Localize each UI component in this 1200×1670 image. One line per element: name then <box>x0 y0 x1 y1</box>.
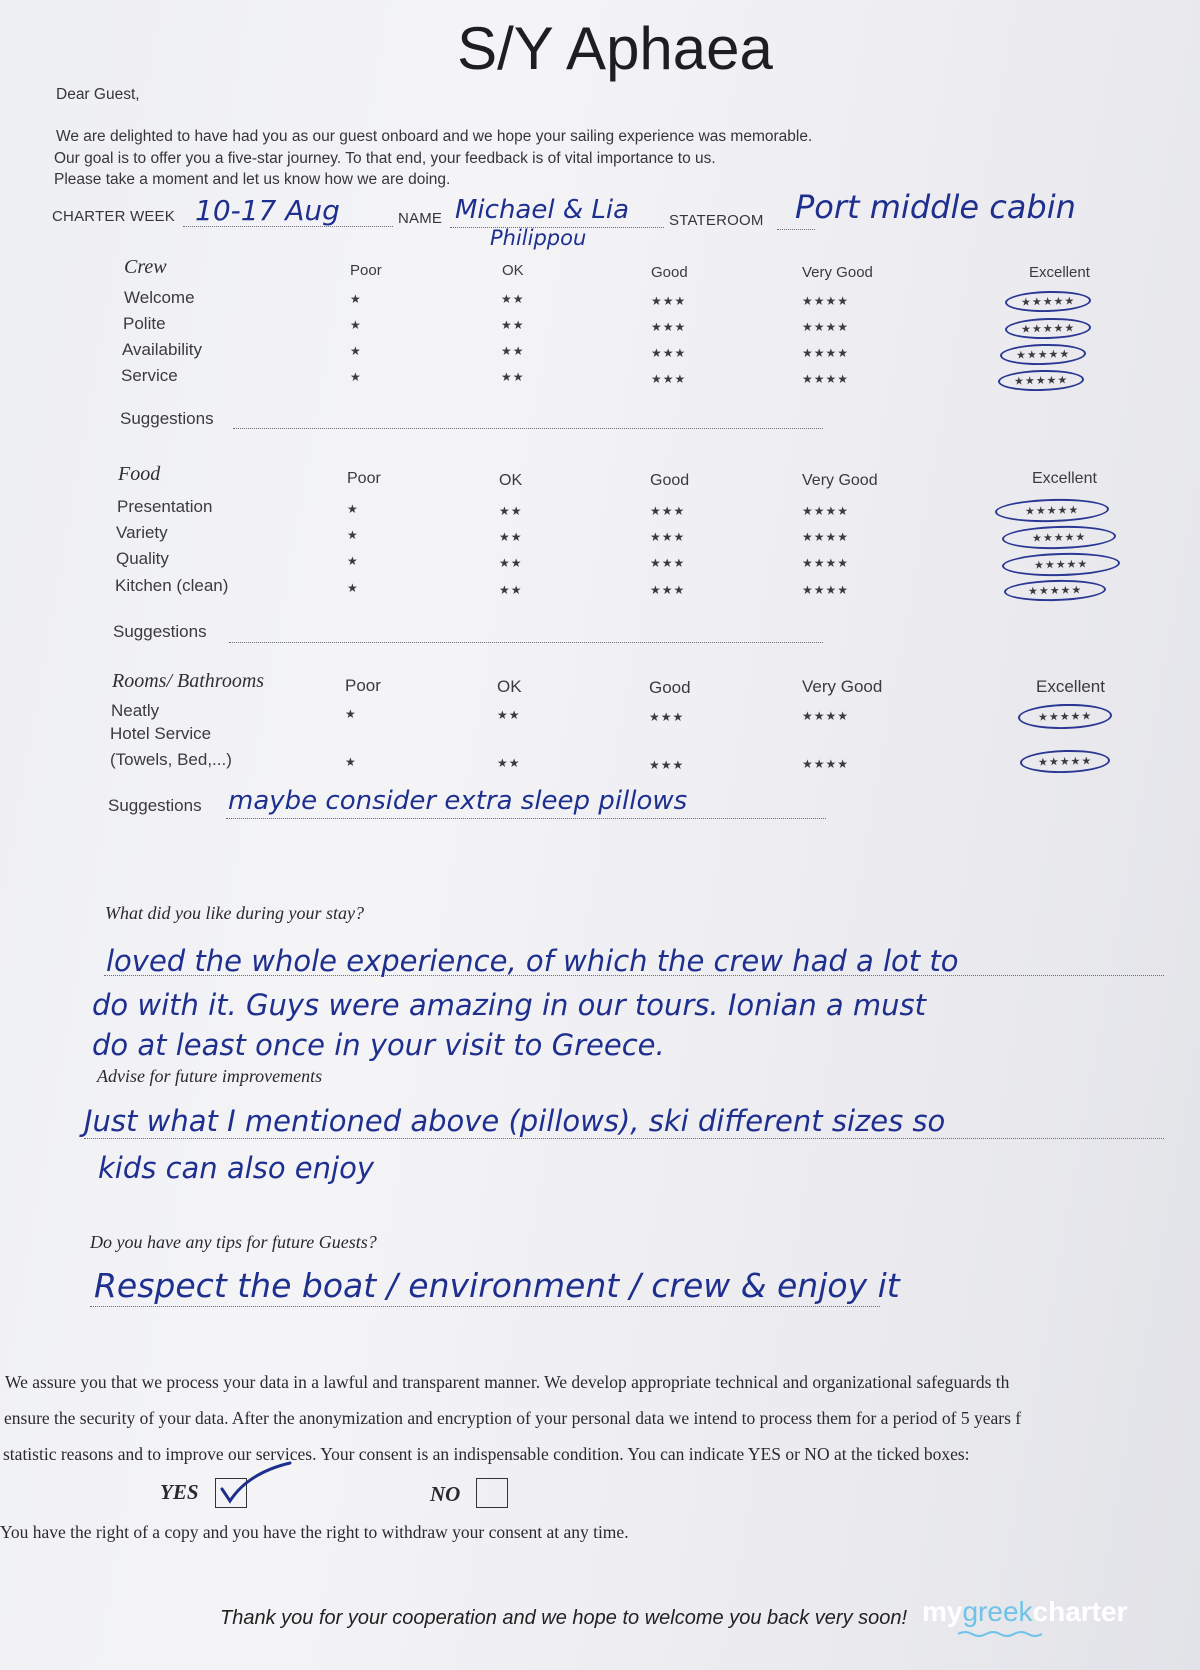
crew-col-good: Good <box>651 264 688 281</box>
food-presentation-ok[interactable]: ★★ <box>499 504 523 518</box>
crew-row-welcome: Welcome <box>124 288 195 307</box>
crew-service-ok[interactable]: ★★ <box>501 370 525 384</box>
food-presentation-very-good[interactable]: ★★★★ <box>802 504 850 518</box>
charter-week-label: CHARTER WEEK <box>52 208 175 225</box>
food-presentation-poor[interactable]: ★ <box>347 502 359 516</box>
food-variety-excellent-circled[interactable]: ★★★★★ <box>1002 525 1117 551</box>
tips-question: Do you have any tips for future Guests? <box>90 1232 377 1252</box>
food-suggestions-label: Suggestions <box>113 622 207 641</box>
liked-question: What did you like during your stay? <box>105 903 364 923</box>
crew-suggestions-line[interactable] <box>233 428 823 429</box>
form-title: S/Y Aphaea <box>457 15 773 82</box>
crew-availability-excellent-circled[interactable]: ★★★★★ <box>1000 343 1087 366</box>
logo-part-greek: greek <box>962 1596 1033 1627</box>
crew-availability-poor[interactable]: ★ <box>350 344 362 358</box>
crew-row-service: Service <box>121 366 178 385</box>
crew-service-good[interactable]: ★★★ <box>651 372 687 386</box>
food-section-title: Food <box>118 463 161 485</box>
rooms-neatly-very-good[interactable]: ★★★★ <box>802 709 850 723</box>
rooms-col-poor: Poor <box>345 676 381 695</box>
food-quality-very-good[interactable]: ★★★★ <box>802 556 850 570</box>
name-value[interactable]: Michael & Lia <box>455 195 630 225</box>
food-col-excellent: Excellent <box>1032 470 1097 487</box>
rooms-neatly-good[interactable]: ★★★ <box>649 710 685 724</box>
crew-col-poor: Poor <box>350 262 382 279</box>
crew-polite-very-good[interactable]: ★★★★ <box>802 320 850 334</box>
rooms-row-hotel-service: Hotel Service <box>110 724 212 743</box>
food-quality-good[interactable]: ★★★ <box>650 556 686 570</box>
crew-welcome-poor[interactable]: ★ <box>350 292 362 306</box>
crew-col-ok: OK <box>502 262 524 279</box>
crew-col-excellent: Excellent <box>1029 264 1090 281</box>
rooms-hotel-poor[interactable]: ★ <box>345 755 357 769</box>
consent-rights: You have the right of a copy and you have the right to withdraw your consent at any time. <box>0 1522 629 1542</box>
food-quality-poor[interactable]: ★ <box>347 554 359 568</box>
advise-answer-line-2[interactable]: kids can also enjoy <box>98 1151 374 1185</box>
yes-checkbox[interactable] <box>215 1478 247 1508</box>
crew-row-availability: Availability <box>122 340 203 359</box>
closing-thanks: Thank you for your cooperation and we hope to welcome you back very soon! <box>220 1607 908 1629</box>
food-variety-poor[interactable]: ★ <box>347 528 359 542</box>
crew-row-polite: Polite <box>123 314 166 333</box>
food-row-quality: Quality <box>116 549 169 568</box>
logo-wave-icon <box>958 1630 1048 1638</box>
logo-part-charter: charter <box>1032 1596 1128 1627</box>
name-label: NAME <box>398 210 443 227</box>
crew-availability-good[interactable]: ★★★ <box>651 346 687 360</box>
advise-answer-line <box>84 1138 1164 1139</box>
rooms-row-hotel-service-detail: (Towels, Bed,...) <box>110 750 232 769</box>
stateroom-line <box>777 229 815 230</box>
rooms-hotel-good[interactable]: ★★★ <box>649 758 685 772</box>
rooms-suggestions-line[interactable] <box>226 818 826 819</box>
food-variety-ok[interactable]: ★★ <box>499 530 523 544</box>
crew-polite-ok[interactable]: ★★ <box>501 318 525 332</box>
rooms-neatly-excellent-circled[interactable]: ★★★★★ <box>1018 703 1113 730</box>
food-variety-good[interactable]: ★★★ <box>650 530 686 544</box>
intro-line-1: We are delighted to have had you as our guest onboard and we hope your sailing experience was memorable. <box>56 128 813 145</box>
food-col-ok: OK <box>499 472 523 489</box>
stateroom-label: STATEROOM <box>669 212 764 229</box>
food-col-very-good: Very Good <box>802 472 878 489</box>
checkmark-icon <box>218 1461 298 1511</box>
rooms-hotel-excellent-circled[interactable]: ★★★★★ <box>1020 749 1111 774</box>
rooms-hotel-ok[interactable]: ★★ <box>497 756 521 770</box>
tips-answer-line <box>90 1306 880 1307</box>
mygreekcharter-watermark-logo <box>922 1596 1127 1628</box>
food-row-presentation: Presentation <box>117 497 213 516</box>
food-suggestions-line[interactable] <box>229 642 823 643</box>
yes-label: YES <box>160 1480 199 1504</box>
no-checkbox[interactable] <box>476 1478 508 1508</box>
crew-polite-good[interactable]: ★★★ <box>651 320 687 334</box>
rooms-col-excellent: Excellent <box>1036 677 1105 696</box>
crew-section-title: Crew <box>124 256 167 278</box>
stateroom-value[interactable]: Port middle cabin <box>795 188 1076 226</box>
rooms-col-good: Good <box>649 678 691 697</box>
intro-line-3: Please take a moment and let us know how we are doing. <box>54 171 451 188</box>
crew-service-excellent-circled[interactable]: ★★★★★ <box>998 369 1085 392</box>
food-kitchen-poor[interactable]: ★ <box>347 581 359 595</box>
food-kitchen-good[interactable]: ★★★ <box>650 583 686 597</box>
crew-welcome-very-good[interactable]: ★★★★ <box>802 294 850 308</box>
tips-answer-value[interactable]: Respect the boat / environment / crew & enjoy it <box>94 1266 900 1305</box>
liked-answer-line-3[interactable]: do at least once in your visit to Greece. <box>92 1028 665 1062</box>
rooms-row-neatly: Neatly <box>111 701 160 720</box>
crew-polite-excellent-circled[interactable]: ★★★★★ <box>1005 317 1092 340</box>
food-presentation-good[interactable]: ★★★ <box>650 504 686 518</box>
crew-col-very-good: Very Good <box>802 264 873 281</box>
liked-answer-line-2[interactable]: do with it. Guys were amazing in our tours. Ionian a must <box>92 988 927 1022</box>
food-quality-excellent-circled[interactable]: ★★★★★ <box>1002 551 1121 577</box>
rooms-col-ok: OK <box>497 677 522 696</box>
food-col-poor: Poor <box>347 470 381 487</box>
rooms-suggestions-value[interactable]: maybe consider extra sleep pillows <box>228 786 688 816</box>
food-kitchen-excellent-circled[interactable]: ★★★★★ <box>1004 579 1107 603</box>
charter-week-value[interactable]: 10-17 Aug <box>195 194 340 227</box>
greeting: Dear Guest, <box>56 86 140 103</box>
rooms-neatly-ok[interactable]: ★★ <box>497 708 521 722</box>
consent-text-line-2: ensure the security of your data. After the anonymization and encryption of your personal data we intend to process them for a period of 5 years f <box>4 1408 1022 1428</box>
crew-availability-ok[interactable]: ★★ <box>501 344 525 358</box>
advise-answer-line-1[interactable]: Just what I mentioned above (pillows), ski different sizes so <box>84 1104 946 1138</box>
crew-suggestions-label: Suggestions <box>120 409 214 428</box>
liked-answer-line-1[interactable]: loved the whole experience, of which the crew had a lot to <box>106 944 959 978</box>
crew-welcome-excellent-circled[interactable]: ★★★★★ <box>1005 290 1092 313</box>
food-kitchen-ok[interactable]: ★★ <box>499 583 523 597</box>
rooms-col-very-good: Very Good <box>802 677 883 696</box>
food-row-variety: Variety <box>116 523 168 542</box>
crew-welcome-ok[interactable]: ★★ <box>501 292 525 306</box>
rooms-hotel-very-good[interactable]: ★★★★ <box>802 757 850 771</box>
food-kitchen-very-good[interactable]: ★★★★ <box>802 583 850 597</box>
crew-polite-poor[interactable]: ★ <box>350 318 362 332</box>
intro-line-2: Our goal is to offer you a five-star journey. To that end, your feedback is of vital importance to us. <box>54 150 716 167</box>
food-col-good: Good <box>650 472 690 489</box>
rooms-section-title: Rooms/ Bathrooms <box>112 670 265 692</box>
rooms-neatly-poor[interactable]: ★ <box>345 707 357 721</box>
rooms-suggestions-label: Suggestions <box>108 796 202 815</box>
no-label: NO <box>430 1482 461 1506</box>
food-quality-ok[interactable]: ★★ <box>499 556 523 570</box>
name-value-line-2[interactable]: Philippou <box>490 226 587 250</box>
crew-service-very-good[interactable]: ★★★★ <box>802 372 850 386</box>
food-variety-very-good[interactable]: ★★★★ <box>802 530 850 544</box>
crew-availability-very-good[interactable]: ★★★★ <box>802 346 850 360</box>
food-row-kitchen: Kitchen (clean) <box>115 576 229 595</box>
advise-question: Advise for future improvements <box>97 1066 323 1086</box>
consent-text-line-1: We assure you that we process your data in a lawful and transparent manner. We develop appropriate technical and organizational safeguards th <box>5 1372 1010 1392</box>
logo-part-my: my <box>922 1596 963 1627</box>
crew-welcome-good[interactable]: ★★★ <box>651 294 687 308</box>
consent-text-line-3: statistic reasons and to improve our services. Your consent is an indispensable condition. You can indicate YES or NO at the ticked boxes: <box>3 1444 970 1464</box>
food-presentation-excellent-circled[interactable]: ★★★★★ <box>995 498 1110 524</box>
crew-service-poor[interactable]: ★ <box>350 370 362 384</box>
